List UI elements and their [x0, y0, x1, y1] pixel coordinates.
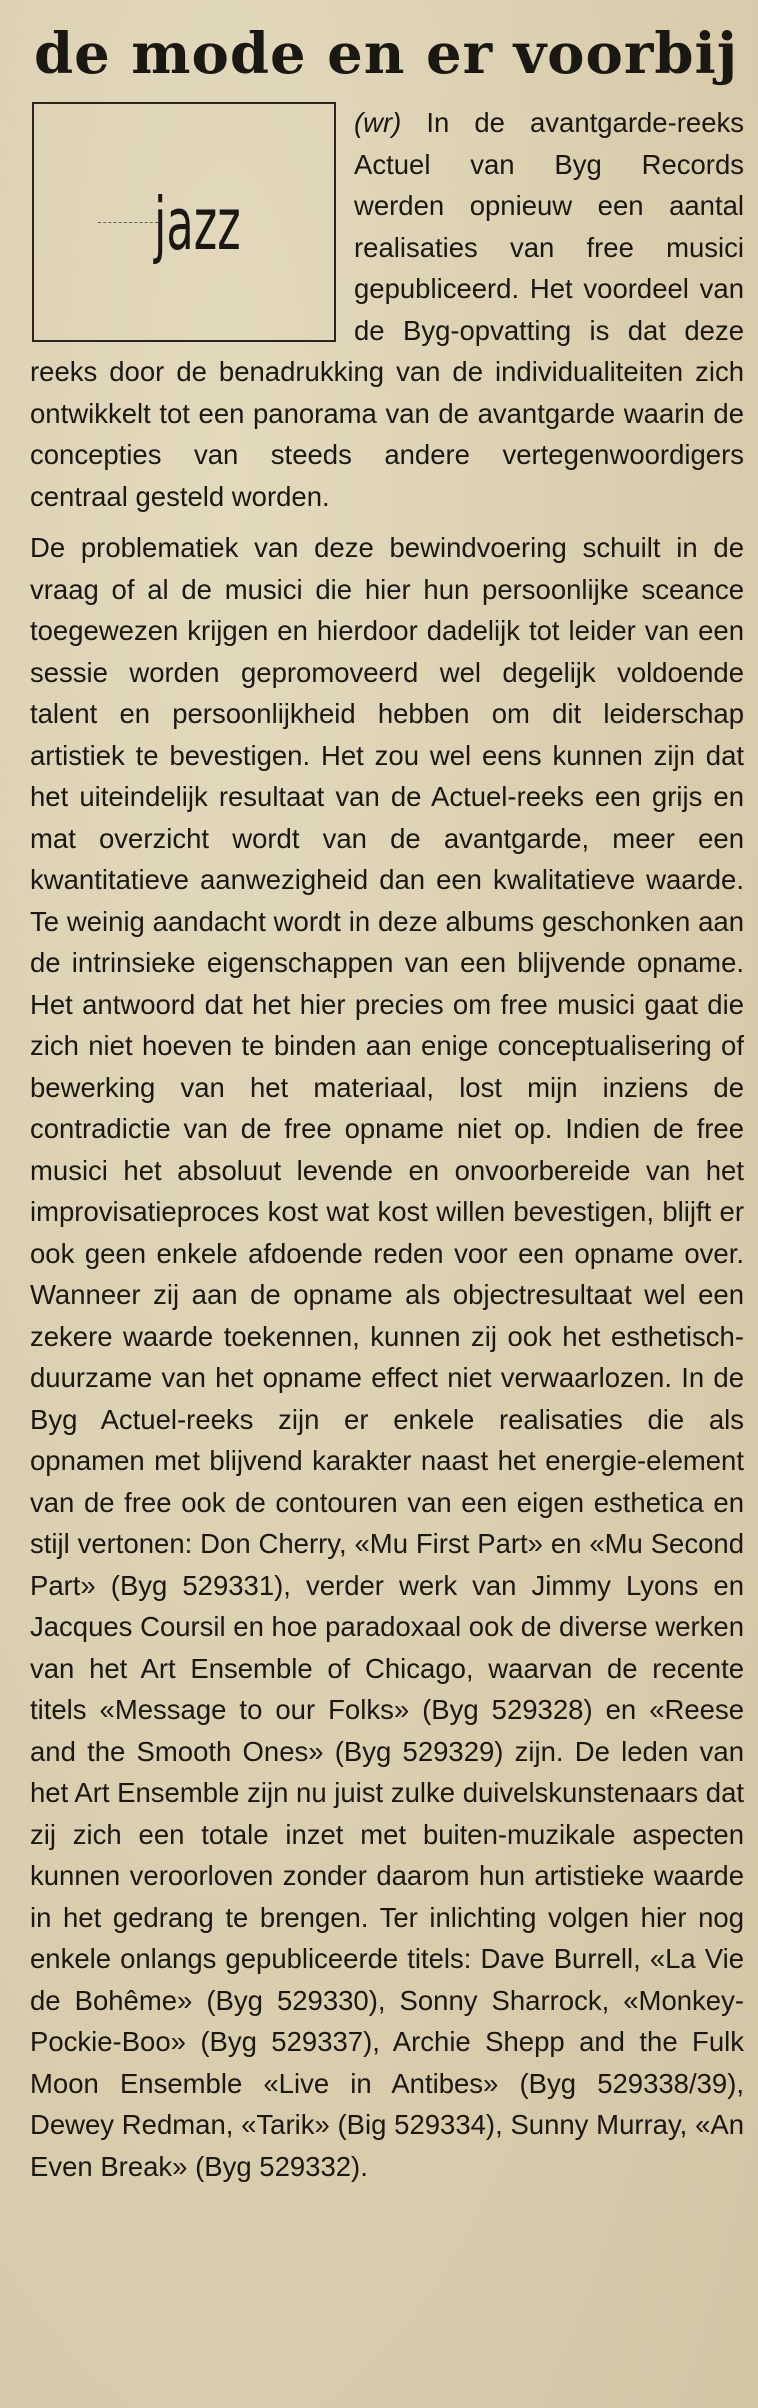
rubric-box: [32, 102, 336, 342]
byline: (wr): [354, 107, 402, 138]
lead-text: In de avantgarde-reeks Actuel van Byg Records werden opnieuw een aantal realisaties van free musici gepubliceerd. Het voordeel van de Byg-opvatting is dat deze reeks door de benadrukking van de individualiteiten zich ontwikkelt tot een panorama van de avantgarde waarin de concepties van steeds andere vertegenwoordigers centraal gesteld worden.: [30, 107, 744, 512]
rubric-dashed-rule: [98, 222, 158, 223]
rubric-label: jazz: [154, 182, 241, 266]
article-headline: de mode en er voorbij: [34, 21, 739, 87]
body-paragraph: De problematiek van deze bewindvoering schuilt in de vraag of al de musici die hier hun persoonlijke sceance toegewezen krijgen en hierdoor dadelijk tot leider van een sessie worden gepromoveerd wel degelijk voldoende talent en persoonlijkheid hebben om dit leiderschap artistiek te bevestigen. Het zou wel eens kunnen zijn dat het uiteindelijk resultaat van de Actuel-reeks een grijs en mat overzicht wordt van de avantgarde, meer een kwantitatieve aanwezigheid dan een kwalitatieve waarde. Te weinig aandacht wordt in deze albums geschonken aan de intrinsieke eigenschappen van een blijvende opname. Het antwoord dat het hier precies om free musici gaat die zich niet hoeven te binden aan enige conceptualisering of bewerking van het materiaal, lost mijn inziens de contradictie van de free opname niet op. Indien de free musici het absoluut levende en onvoorbereide van het improvisatieproces kost wat kost willen bevestigen, blijft er ook geen enkele afdoende reden voor een opname over. Wanneer zij aan de opname als objectresultaat wel een zekere waarde toekennen, kunnen zij ook het esthetisch-duurzame van het opname effect niet verwaarlozen. In de Byg Actuel-reeks zijn er enkele realisaties die als opnamen met blijvend karakter naast het energie-element van de free ook de contouren van een eigen esthetica en stijl vertonen: Don Cherry, «Mu First Part» en «Mu Second Part» (Byg 529331), verder werk van Jimmy Lyons en Jacques Coursil en hoe paradoxaal ook de diverse werken van het Art Ensemble of Chicago, waarvan de recente titels «Message to our Folks» (Byg 529328) en «Reese and the Smooth Ones» (Byg 529329) zijn. De leden van het Art Ensemble zijn nu juist zulke duivelskunstenaars dat zij zich een totale inzet met buiten-muzikale aspecten kunnen veroorloven zonder daarom hun artistieke waarde in het gedrang te brengen. Ter inlichting volgen hier nog enkele onlangs gepubliceerde titels: Dave Burrell, «La Vie de Bohême» (Byg 529330), Sonny Sharrock, «Monkey-Pockie-Boo» (Byg 529337), Archie Shepp and the Fulk Moon Ensemble «Live in Antibes» (Byg 529338/39), Dewey Redman, «Tarik» (Big 529334), Sunny Murray, «An Even Break» (Byg 529332).: [30, 532, 744, 2182]
